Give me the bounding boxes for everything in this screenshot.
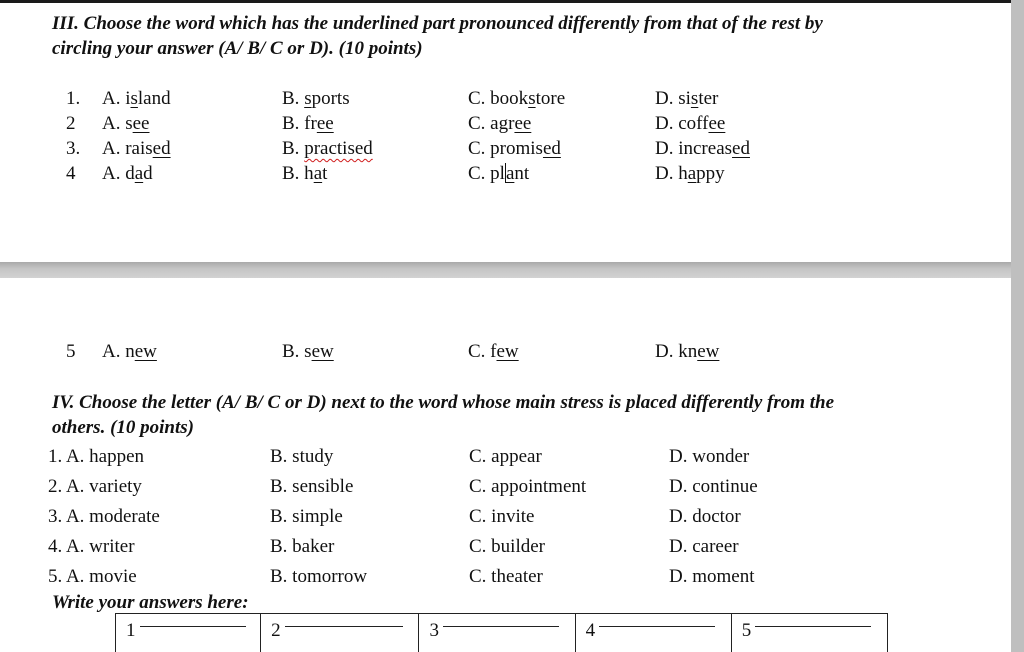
section-4-title-line2: others. (10 points) (52, 417, 194, 438)
option-c: C. appear (469, 446, 542, 467)
option-a: A. dad (102, 163, 153, 184)
option-b: B. simple (270, 506, 343, 527)
option-b: B. free (282, 113, 334, 134)
answer-table (115, 613, 888, 652)
option-a: A. raised (102, 138, 171, 159)
document-page-bottom (0, 278, 1011, 652)
option-b: B. hat (282, 163, 328, 184)
window-edge (1011, 0, 1024, 652)
option-a: 2. A. variety (48, 476, 142, 497)
option-c: C. plant (468, 163, 530, 184)
option-b: B. tomorrow (270, 566, 368, 587)
option-b: B. sensible (270, 476, 354, 497)
option-a: 4. A. writer (48, 536, 135, 557)
answer-cell-1[interactable]: 1 (116, 614, 261, 652)
option-c: C. theater (469, 566, 543, 587)
section-4-title (52, 390, 972, 440)
option-b: B. study (270, 446, 334, 467)
option-d: D. career (669, 536, 739, 557)
section-3-title (52, 11, 972, 61)
option-d: D. wonder (669, 446, 750, 467)
option-b: B. sew (282, 341, 334, 362)
option-c: C. appointment (469, 476, 587, 497)
spellcheck-word: practised (304, 138, 373, 159)
option-c: C. builder (469, 536, 545, 557)
option-a: A. new (102, 341, 157, 362)
option-c: C. invite (469, 506, 535, 527)
option-a: 3. A. moderate (48, 506, 160, 527)
section-3-title-line2: circling your answer (A/ B/ C or D). (10 points) (52, 38, 423, 59)
option-c: C. promised (468, 138, 561, 159)
question-number: 2 (66, 113, 76, 134)
option-d: D. continue (669, 476, 758, 497)
write-answers-label: Write your answers here: (52, 592, 249, 613)
document-page-top (0, 0, 1011, 262)
section-4-title-line1: IV. Choose the letter (A/ B/ C or D) next to the word whose main stress is placed differently from the (52, 392, 835, 413)
option-c: C. few (468, 341, 519, 362)
option-d: D. sister (655, 88, 719, 109)
question-number: 4 (66, 163, 76, 184)
option-a: 1. A. happen (48, 446, 145, 467)
option-c: C. bookstore (468, 88, 566, 109)
option-d: D. moment (669, 566, 755, 587)
section-3-title-line1: III. Choose the word which has the underlined part pronounced differently from that of the rest by (52, 13, 823, 34)
option-d: D. knew (655, 341, 720, 362)
option-b: B. practised (282, 138, 373, 159)
answer-cell-3[interactable]: 3 (419, 614, 575, 652)
option-d: D. doctor (669, 506, 741, 527)
question-number: 1. (66, 88, 81, 109)
option-a: 5. A. movie (48, 566, 137, 587)
answer-cell-5[interactable]: 5 (731, 614, 887, 652)
option-b: B. baker (270, 536, 335, 557)
option-a: A. island (102, 88, 171, 109)
option-a: A. see (102, 113, 150, 134)
option-d: D. happy (655, 163, 725, 184)
option-c: C. agree (468, 113, 532, 134)
option-d: D. increased (655, 138, 750, 159)
page-break-gap (0, 262, 1024, 278)
option-d: D. coffee (655, 113, 726, 134)
question-number: 3. (66, 138, 81, 159)
answer-cell-2[interactable]: 2 (261, 614, 419, 652)
option-b: B. sports (282, 88, 350, 109)
question-number: 5 (66, 341, 76, 362)
answer-cell-4[interactable]: 4 (575, 614, 731, 652)
